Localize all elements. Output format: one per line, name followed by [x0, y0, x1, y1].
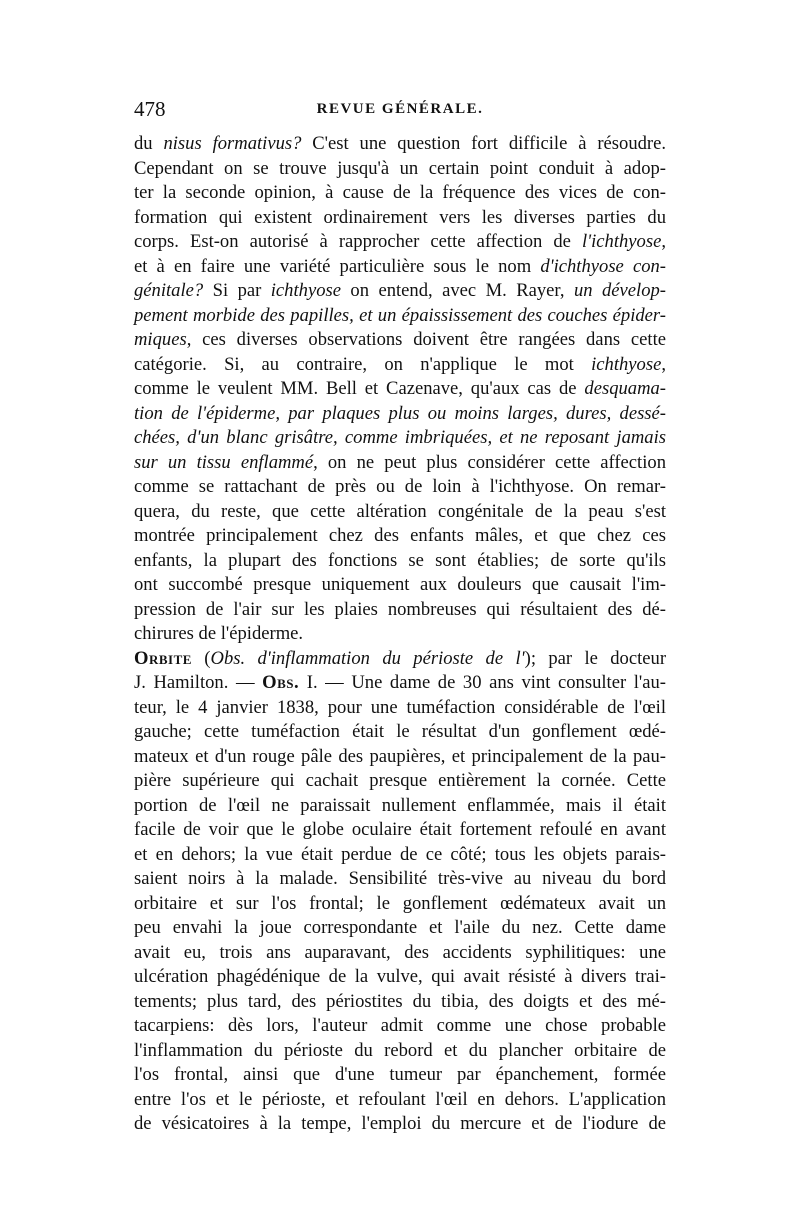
page-number: 478: [134, 97, 166, 121]
text-line: et à en faire une variété particulière sous le nom d'ichthyose con-: [134, 255, 666, 277]
book-page: [134, 96, 666, 1137]
text-line: l'os frontal, ainsi que d'une tumeur par épanchement, formée: [134, 1064, 666, 1085]
text-line: ont succombé presque uniquement aux douleurs que causait l'im-: [134, 574, 666, 595]
text-line: J. Hamilton. — Obs. I. — Une dame de 30 ans vint consulter l'au-: [134, 672, 666, 693]
text-line: quera, du reste, que cette altération congénitale de la peau s'est: [134, 500, 666, 522]
text-line: pière supérieure qui cachait presque entièrement la cornée. Cette: [134, 770, 666, 791]
text-line: miques, ces diverses observations doivent être rangées dans cette: [134, 329, 666, 350]
text-line: sur un tissu enflammé, on ne peut plus considérer cette affection: [134, 451, 666, 473]
text-line: teur, le 4 janvier 1838, pour une tuméfaction considérable de l'œil: [134, 696, 666, 718]
text-line: portion de l'œil ne paraissait nullement enflammée, mais il était: [134, 794, 666, 816]
text-line: mateux et d'un rouge pâle des paupières, et principalement de la pau-: [134, 745, 666, 767]
text-line: corps. Est-on autorisé à rapprocher cette affection de l'ichthyose,: [134, 231, 666, 252]
text-line: Orbite (Obs. d'inflammation du périoste de l'); par le docteur: [134, 647, 667, 669]
text-line: et en dehors; la vue était perdue de ce côté; tous les objets parais-: [134, 843, 666, 865]
text-line: de vésicatoires à la tempe, l'emploi du mercure et de l'iodure de: [134, 1113, 666, 1134]
text-line: enfants, la plupart des fonctions se sont établies; de sorte qu'ils: [134, 549, 666, 571]
text-line: chées, d'un blanc grisâtre, comme imbriquées, et ne reposant jamais: [134, 427, 666, 448]
text-line: tements; plus tard, des périostites du tibia, des doigts et des mé-: [134, 990, 666, 1012]
text-line: génitale? Si par ichthyose on entend, avec M. Rayer, un dévelop-: [134, 280, 666, 301]
text-line: ter la seconde opinion, à cause de la fréquence des vices de con-: [134, 182, 666, 203]
text-line: entre l'os et le périoste, et refoulant l'œil en dehors. L'application: [134, 1088, 666, 1110]
text-line: formation qui existent ordinairement vers les diverses parties du: [134, 206, 666, 228]
text-line: catégorie. Si, au contraire, on n'applique le mot ichthyose,: [134, 353, 666, 375]
text-line: du nisus formativus? C'est une question fort difficile à résoudre.: [134, 133, 667, 154]
text-line: tion de l'épiderme, par plaques plus ou moins larges, dures, dessé-: [134, 402, 666, 424]
text-line: l'inflammation du périoste du rebord et du plancher orbitaire de: [134, 1039, 666, 1061]
text-line: gauche; cette tuméfaction était le résultat d'un gonflement œdé-: [134, 721, 666, 742]
text-line: peu envahi la joue correspondante et l'aile du nez. Cette dame: [134, 917, 666, 938]
text-line: facile de voir que le globe oculaire était fortement refoulé en avant: [134, 819, 666, 840]
running-header: [134, 96, 666, 132]
body-text: [134, 132, 666, 1137]
text-line: tacarpiens: dès lors, l'auteur admit comme une chose probable: [134, 1015, 666, 1036]
text-line: comme se rattachant de près ou de loin à l'ichthyose. On remar-: [134, 476, 666, 497]
text-line: ulcération phagédénique de la vulve, qui avait résisté à divers trai-: [134, 966, 666, 987]
text-line: saient noirs à la malade. Sensibilité très-vive au niveau du bord: [134, 868, 666, 889]
text-line: comme le veulent MM. Bell et Cazenave, qu'aux cas de desquama-: [134, 378, 666, 399]
text-line: chirures de l'épiderme.: [134, 623, 304, 644]
text-line: avait eu, trois ans auparavant, des accidents syphilitiques: une: [134, 941, 666, 963]
text-line: pression de l'air sur les plaies nombreuses qui résultaient des dé-: [134, 598, 666, 620]
text-line: pement morbide des papilles, et un épaississement des couches épider-: [134, 304, 666, 326]
text-line: Cependant on se trouve jusqu'à un certain point conduit à adop-: [134, 157, 666, 179]
text-line: montrée principalement chez des enfants mâles, et que chez ces: [134, 525, 666, 546]
running-title: REVUE GÉNÉRALE.: [316, 101, 484, 117]
text-line: orbitaire et sur l'os frontal; le gonflement œdémateux avait un: [134, 892, 666, 914]
